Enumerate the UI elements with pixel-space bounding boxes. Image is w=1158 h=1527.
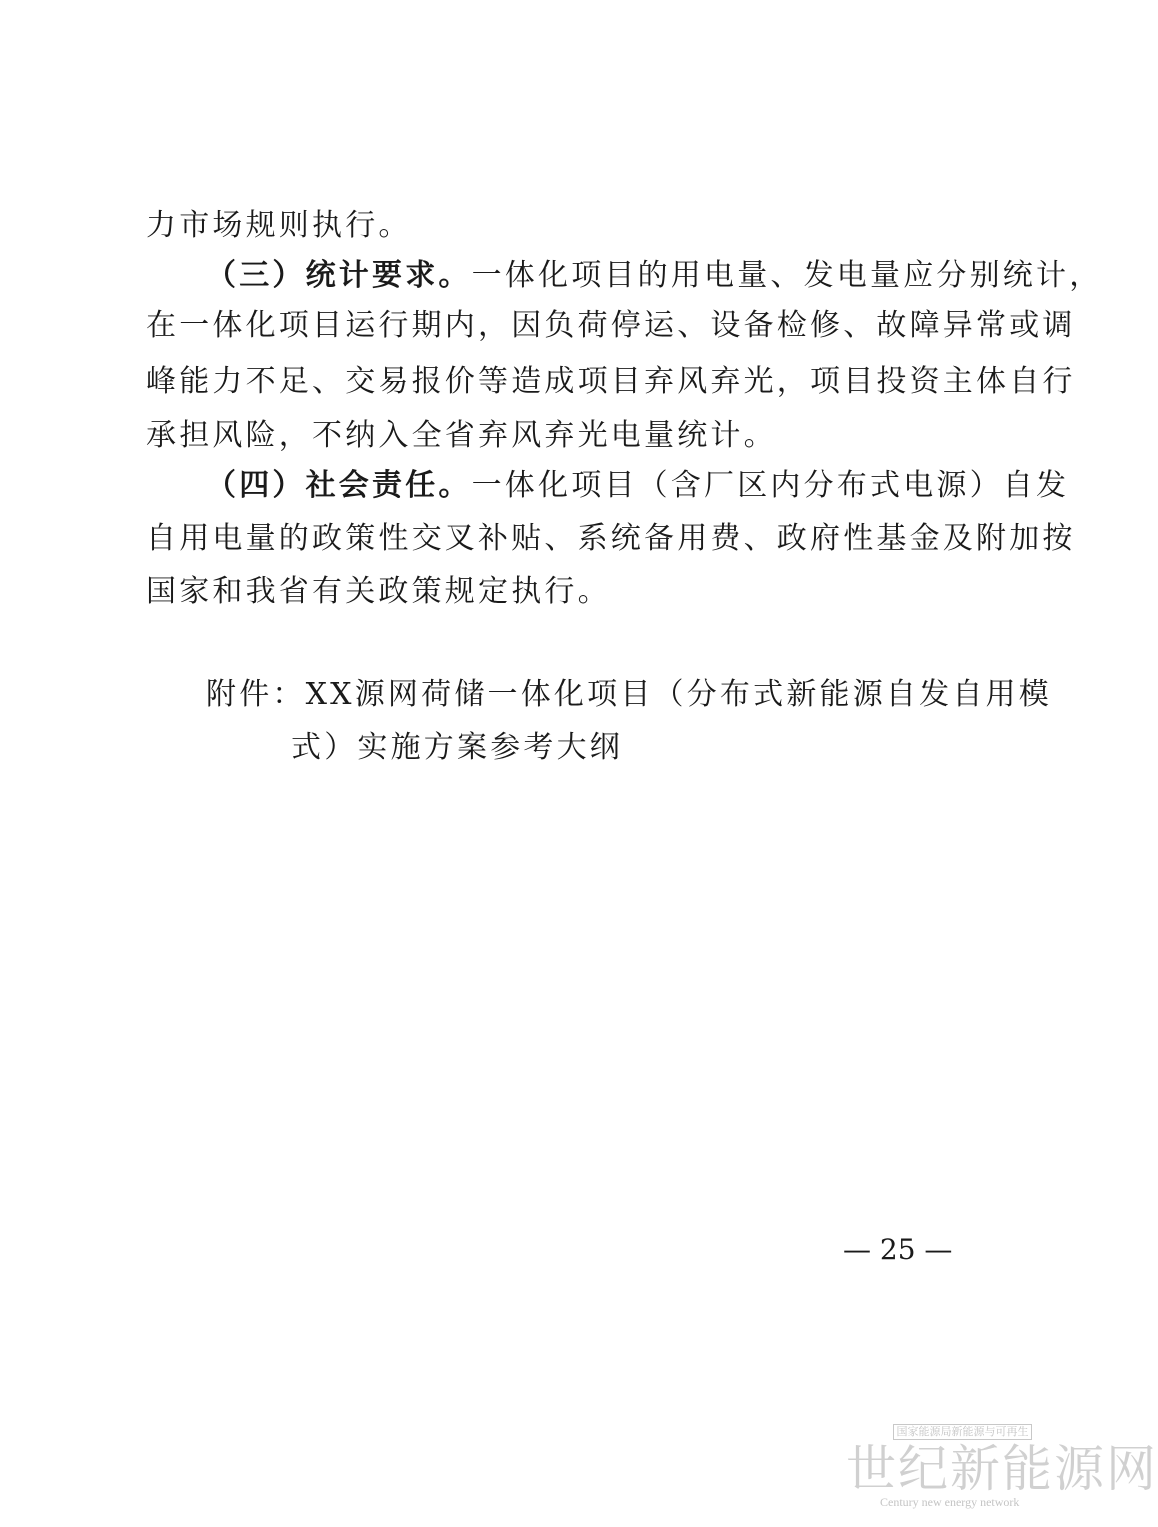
attachment-title-line1: XX源网荷储一体化项目（分布式新能源自发自用模 <box>305 677 1052 712</box>
paragraph-line: 自用电量的政策性交叉补贴、系统备用费、政府性基金及附加按 <box>146 521 1076 556</box>
attachment-line <box>206 677 1052 713</box>
paragraph-line: 在一体化项目运行期内，因负荷停运、设备检修、故障异常或调 <box>146 308 1076 343</box>
attachment-label: 附件： <box>206 677 306 712</box>
paragraph-statistics-first-line <box>206 258 1102 294</box>
paragraph-line: 承担风险，不纳入全省弃风弃光电量统计。 <box>146 418 777 453</box>
watermark-top-box: 国家能源局新能源与可再生 <box>893 1424 1032 1440</box>
paragraph-text: 一体化项目（含厂区内分布式电源）自发 <box>471 468 1070 503</box>
section-heading-responsibility: （四）社会责任。 <box>206 468 472 503</box>
page-number: — 25 — <box>843 1233 953 1266</box>
watermark-logo-text: 世纪新能源网 <box>846 1440 1158 1498</box>
paragraph-line: 峰能力不足、交易报价等造成项目弃风弃光，项目投资主体自行 <box>146 364 1076 399</box>
watermark-subtitle: Century new energy network <box>880 1495 1020 1509</box>
paragraph-text: 一体化项目的用电量、发电量应分别统计， <box>471 258 1103 293</box>
paragraph-responsibility-first-line <box>206 468 1069 504</box>
section-heading-statistics: （三）统计要求。 <box>206 258 472 293</box>
paragraph-line: 国家和我省有关政策规定执行。 <box>146 574 611 609</box>
paragraph-line: 力市场规则执行。 <box>146 208 412 243</box>
attachment-title-line2: 式）实施方案参考大纲 <box>291 730 623 765</box>
